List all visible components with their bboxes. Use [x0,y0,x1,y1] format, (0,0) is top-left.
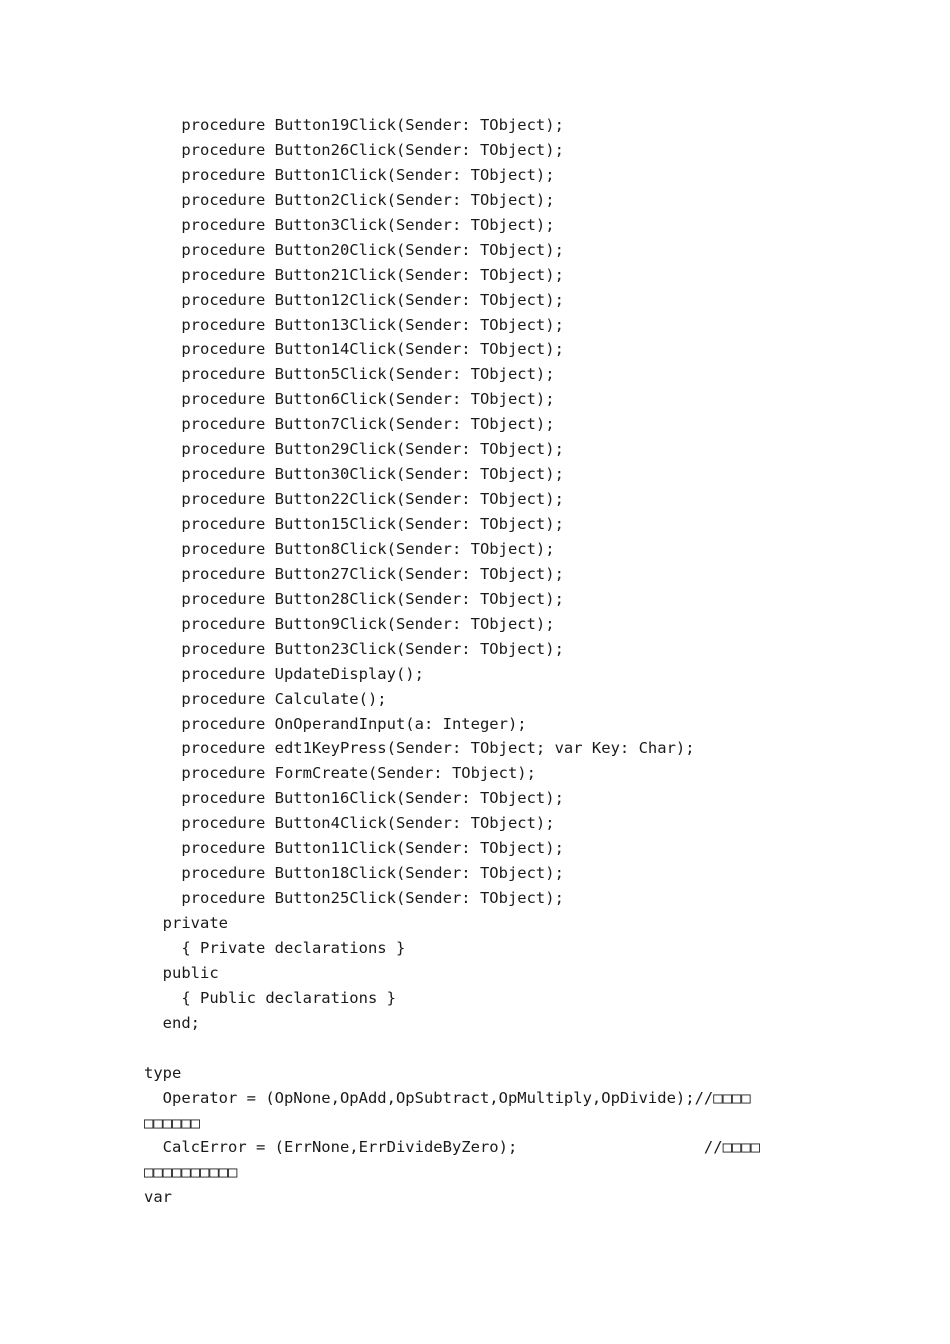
code-line: procedure Calculate(); [144,689,387,708]
code-line: procedure Button20Click(Sender: TObject); [144,240,564,259]
code-line: procedure Button19Click(Sender: TObject); [144,116,564,134]
code-line: procedure Button13Click(Sender: TObject); [144,315,564,334]
code-line: procedure OnOperandInput(a: Integer); [144,714,527,733]
code-line: procedure Button3Click(Sender: TObject); [144,215,555,234]
code-line: procedure Button12Click(Sender: TObject); [144,290,564,309]
code-line: procedure Button6Click(Sender: TObject); [144,390,555,409]
code-line: procedure Button4Click(Sender: TObject); [144,814,555,833]
code-line: CalcError = (ErrNone,ErrDivideByZero); //□□□□ [144,1138,760,1157]
code-line: procedure Button23Click(Sender: TObject); [144,639,564,658]
code-line: □□□□□□ [144,1113,200,1132]
code-listing [144,113,760,1210]
code-line: procedure Button5Click(Sender: TObject); [144,365,555,384]
code-line: procedure Button7Click(Sender: TObject); [144,415,555,434]
code-line: procedure FormCreate(Sender: TObject); [144,764,536,783]
code-line: procedure Button9Click(Sender: TObject); [144,614,555,633]
code-line: Operator = (OpNone,OpAdd,OpSubtract,OpMultiply,OpDivide);//□□□□ [144,1088,751,1107]
code-line: procedure edt1KeyPress(Sender: TObject; var Key: Char); [144,739,695,758]
code-line: public [144,963,219,982]
code-line: end; [144,1013,200,1032]
code-line: procedure Button30Click(Sender: TObject); [144,465,564,484]
code-line: procedure Button18Click(Sender: TObject); [144,864,564,883]
code-line: procedure Button14Click(Sender: TObject); [144,340,564,359]
code-line: procedure Button8Click(Sender: TObject); [144,539,555,558]
code-line: procedure Button1Click(Sender: TObject); [144,165,555,184]
code-line: type [144,1063,182,1082]
code-line: procedure UpdateDisplay(); [144,664,424,683]
code-line: procedure Button27Click(Sender: TObject); [144,564,564,583]
code-line: procedure Button26Click(Sender: TObject); [144,140,564,159]
code-line: procedure Button2Click(Sender: TObject); [144,190,555,209]
code-line: procedure Button29Click(Sender: TObject); [144,440,564,459]
code-line: procedure Button11Click(Sender: TObject); [144,839,564,858]
code-line: □□□□□□□□□□ [144,1163,238,1182]
code-line [144,1036,760,1061]
code-line: procedure Button15Click(Sender: TObject); [144,515,564,533]
code-line: procedure Button21Click(Sender: TObject); [144,265,564,284]
code-line: var [144,1188,172,1207]
code-line: procedure Button25Click(Sender: TObject); [144,889,564,908]
code-line: procedure Button22Click(Sender: TObject); [144,490,564,509]
code-line: private [144,914,228,932]
code-line: { Private declarations } [144,938,406,957]
code-line: procedure Button28Click(Sender: TObject); [144,589,564,608]
code-line: procedure Button16Click(Sender: TObject); [144,789,564,808]
code-line: { Public declarations } [144,988,396,1007]
